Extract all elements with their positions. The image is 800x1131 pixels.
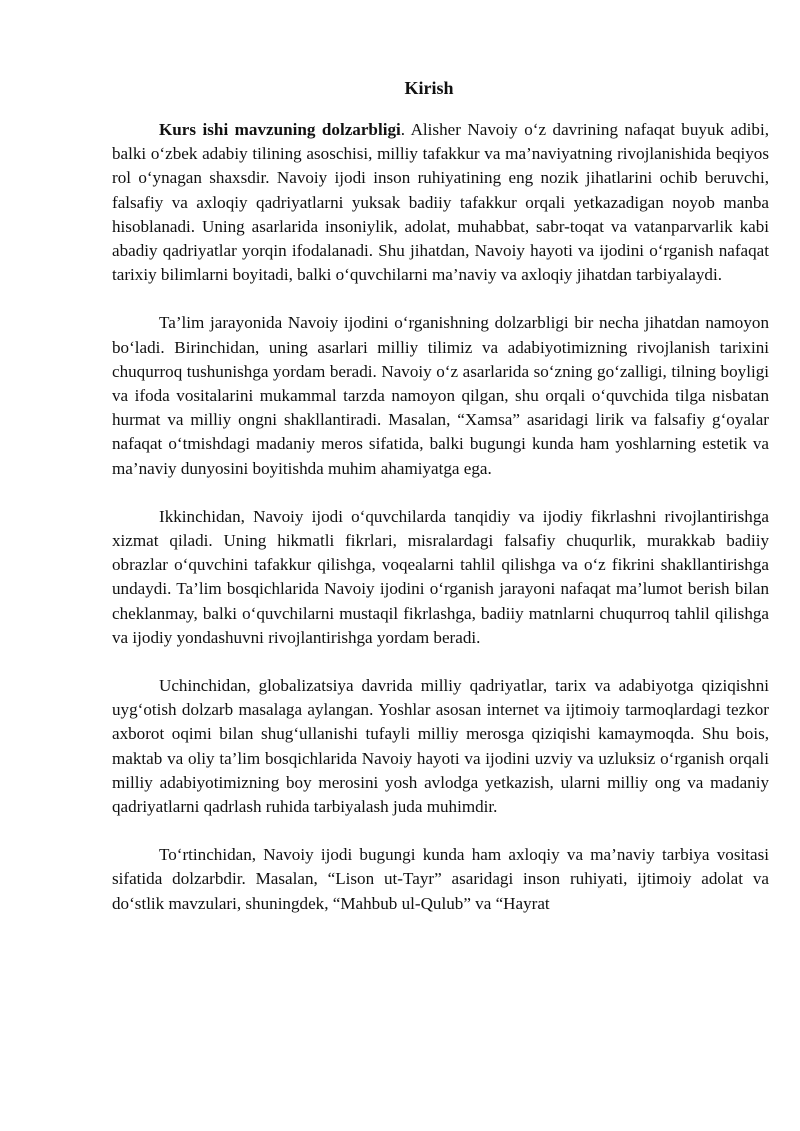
paragraph-3: Ikkinchidan, Navoiy ijodi o‘quvchilarda tanqidiy va ijodiy fikrlashni rivojlantirishga xizmat qiladi. Uning hikmatli fikrlari, misralardagi falsafiy chuqurlik, murakkab badiiy obrazlar o‘quvchini tafakkur qilishga, voqealarni tahlil qilishga va o‘z fikrini shakllantirishga undaydi. Ta’lim bosqichlarida Navoiy ijodini o‘rganish jarayoni nafaqat ma’lumot berish bilan cheklanmay, balki o‘quvchilarni mustaqil fikrlashga, badiiy matnlarni chuqurroq tahlil qilishga va ijodiy yondashuvni rivojlantirishga yordam beradi. [112, 506, 769, 647]
paragraph-1-lead: Kurs ishi mavzuning dolzarbligi [159, 120, 401, 139]
paragraph-5: To‘rtinchidan, Navoiy ijodi bugungi kunda ham axloqiy va ma’naviy tarbiya vositasi sifatida dolzarbdir. Masalan, “Lison ut-Tayr” asaridagi inson ruhiyati, ijtimoiy adolat va do‘stlik mavzulari, shuningdek, “Mahbub ul-Qulub” va “Hayrat [112, 845, 769, 913]
paragraph-2: Ta’lim jarayonida Navoiy ijodini o‘rganishning dolzarbligi bir necha jihatdan namoyon bo‘ladi. Birinchidan, uning asarlari milliy tilimiz va adabiyotimizning rivojlanish tarixini chuqurroq tushunishga yordam beradi. Navoiy o‘z asarlarida so‘zning go‘zalligi, tilning boyligi va ifoda vositalarini mukammal tarzda namoyon qilgan, shu orqali o‘quvchida tilga nisbatan hurmat va milliy ongni shakllantiradi. Masalan, “Xamsa” asaridagi lirik va falsafiy g‘oyalar nafaqat o‘tmishdagi madaniy meros sifatida, balki bugungi kunda ham yoshlarning estetik va ma’naviy dunyosini boyitishda muhim ahamiyatga ega. [112, 313, 769, 478]
page-title: Kirish [404, 78, 454, 98]
document-body [112, 118, 769, 940]
paragraph-1 [112, 118, 769, 287]
paragraph-1-text: . Alisher Navoiy o‘z davrining nafaqat buyuk adibi, balki o‘zbek adabiy tilining asoschisi, milliy tafakkur va ma’naviyatning rivojlanishida beqiyos rol o‘ynagan shaxsdir. Navoiy ijodi inson ruhiyatining eng nozik jihatlarini ochib beruvchi, falsafiy va axloqiy qadriyatlarni yuksak badiiy tafakkur orqali yetkazadigan noyob manba hisoblanadi. Uning asarlarida insoniylik, adolat, muhabbat, sabr-toqat va vatanparvarlik kabi abadiy qadriyatlar yorqin ifodalanadi. Shu jihatdan, Navoiy hayoti va ijodini o‘rganish nafaqat tarixiy bilimlarni boyitadi, balki o‘quvchilarni ma’naviy va axloqiy jihatdan tarbiyalaydi. [112, 120, 769, 285]
paragraph-4: Uchinchidan, globalizatsiya davrida milliy qadriyatlar, tarix va adabiyotga qiziqishni uyg‘otish dolzarb masalaga aylangan. Yoshlar asosan internet va ijtimoiy tarmoqlardagi tezkor axborot oqimi bilan shug‘ullanishi tufayli milliy merosga qiziqishi kamaymoqda. Shu bois, maktab va oliy ta’lim bosqichlarida Navoiy hayoti va ijodini uzviy va uzluksiz o‘rganish orqali milliy adabiyotimizning boy merosini yosh avlodga yetkazish, ularni milliy ong va madaniy qadriyatlarni qadrlash ruhida tarbiyalash juda muhimdir. [112, 676, 769, 817]
